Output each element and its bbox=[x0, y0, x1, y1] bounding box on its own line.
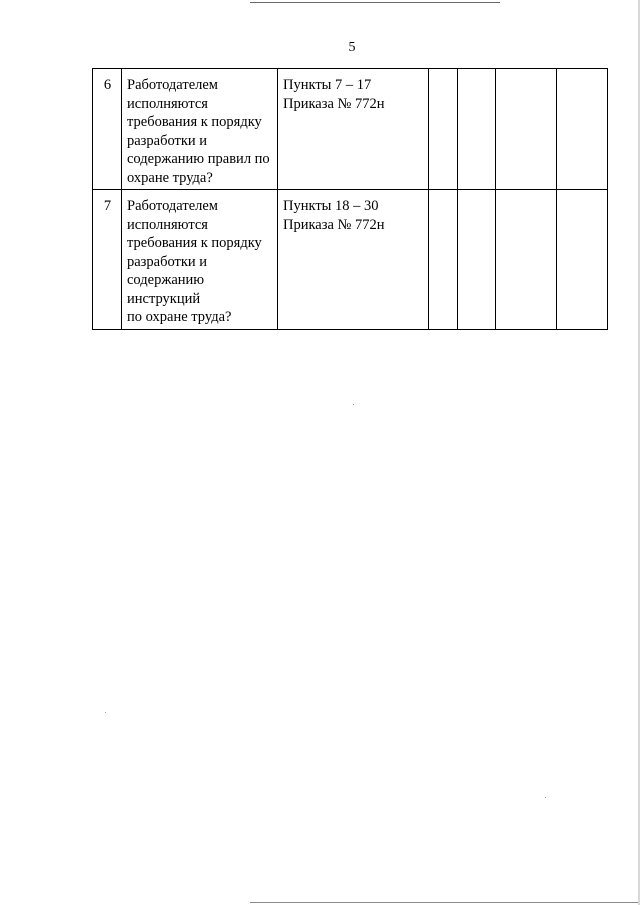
table-row bbox=[93, 190, 608, 330]
question-line: исполняются bbox=[127, 95, 208, 112]
answer-cell-note bbox=[557, 69, 608, 190]
scan-speck bbox=[353, 404, 354, 405]
page-number: 5 bbox=[348, 40, 356, 55]
question-line: Работодателем bbox=[127, 198, 218, 214]
question-line: содержанию правил по bbox=[127, 151, 270, 167]
row-number-cell: 7 bbox=[93, 190, 122, 330]
scan-artifact-top-line bbox=[250, 2, 500, 3]
reference-line: Приказа № 772н bbox=[283, 216, 385, 233]
question-line: по охране труда? bbox=[127, 309, 232, 325]
answer-cell-no bbox=[458, 69, 496, 190]
question-cell bbox=[122, 190, 278, 330]
question-line: исполняются bbox=[127, 216, 208, 233]
question-line: Работодателем bbox=[127, 77, 218, 93]
question-line: требования к порядку bbox=[127, 114, 262, 130]
question-line: требования к порядку bbox=[127, 235, 262, 251]
reference-line: Приказа № 772н bbox=[283, 95, 385, 112]
reference-line: Пункты 18 – 30 bbox=[283, 198, 379, 214]
answer-cell-not-applicable bbox=[496, 190, 557, 330]
question-line: охране труда? bbox=[127, 169, 213, 186]
question-line: содержанию bbox=[127, 272, 205, 288]
answer-cell-note bbox=[557, 190, 608, 330]
scan-speck bbox=[545, 797, 546, 798]
answer-cell-yes bbox=[429, 190, 458, 330]
scan-artifact-bottom-line bbox=[250, 902, 640, 903]
question-cell bbox=[122, 69, 278, 190]
answer-cell-not-applicable bbox=[496, 69, 557, 190]
checklist-table bbox=[92, 68, 608, 330]
row-number-cell: 6 bbox=[93, 69, 122, 190]
scan-speck bbox=[105, 712, 106, 713]
reference-cell bbox=[278, 69, 429, 190]
table-row bbox=[93, 69, 608, 190]
reference-cell bbox=[278, 190, 429, 330]
question-line: разработки и bbox=[127, 253, 208, 270]
question-line: инструкций bbox=[127, 290, 201, 307]
reference-line: Пункты 7 – 17 bbox=[283, 77, 372, 93]
question-line: разработки и bbox=[127, 132, 208, 149]
answer-cell-no bbox=[458, 190, 496, 330]
answer-cell-yes bbox=[429, 69, 458, 190]
